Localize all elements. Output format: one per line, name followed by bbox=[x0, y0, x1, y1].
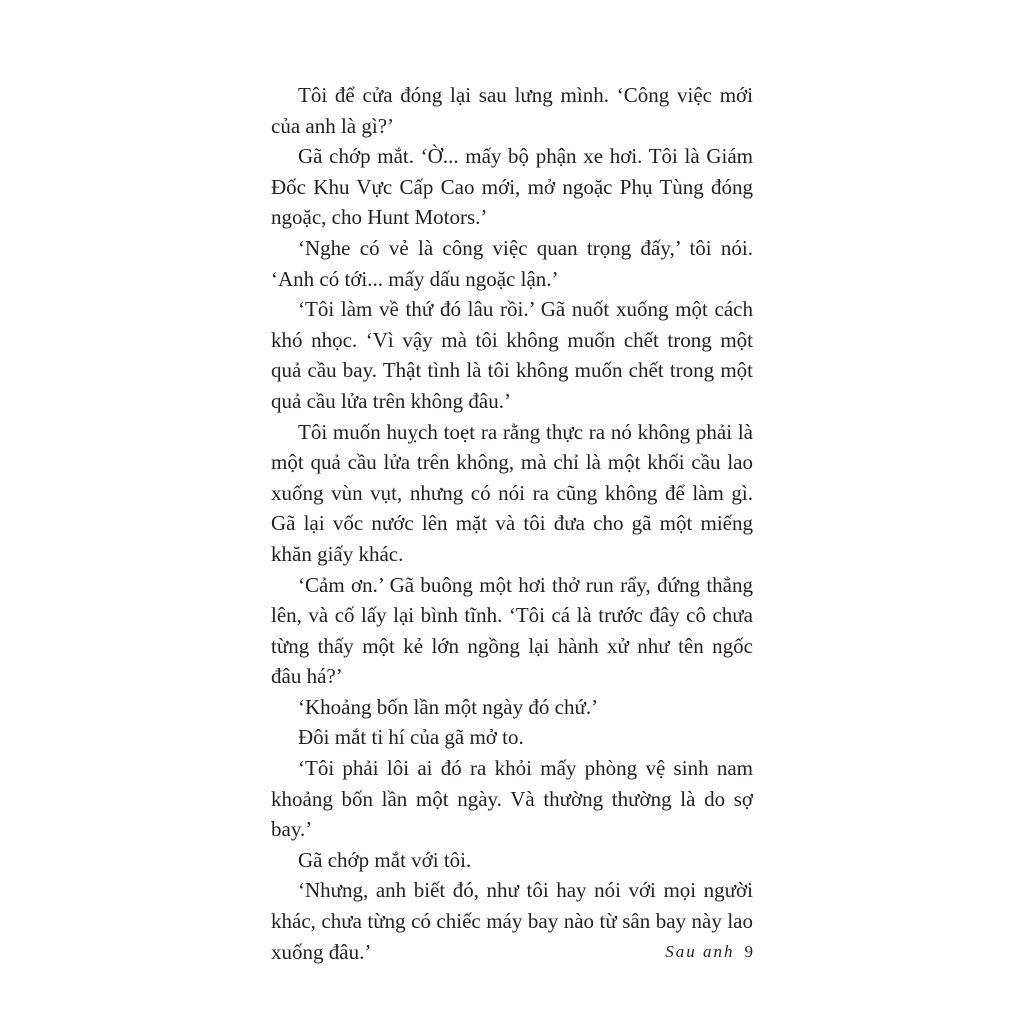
page-number: 9 bbox=[744, 942, 753, 961]
paragraph: ‘Tôi làm về thứ đó lâu rồi.’ Gã nuốt xuống một cách khó nhọc. ‘Vì vậy mà tôi không muốn chết trong một quả cầu bay. Thật tình là tôi không muốn chết trong một quả cầu lửa trên không đâu.’ bbox=[271, 297, 753, 413]
paragraph: ‘Cảm ơn.’ Gã buông một hơi thở run rẩy, đứng thẳng lên, và cố lấy lại bình tĩnh. ‘Tôi cá là trước đây cô chưa từng thấy một kẻ lớn ngồng lại hành xử như tên ngốc đâu há?’ bbox=[271, 572, 753, 689]
paragraph: ‘Tôi phải lôi ai đó ra khỏi mấy phòng vệ sinh nam khoảng bốn lần một ngày. Và thường thường là do sợ bay.’ bbox=[271, 756, 753, 842]
page-body bbox=[271, 80, 753, 967]
page-footer bbox=[600, 942, 753, 962]
paragraph: Tôi để cửa đóng lại sau lưng mình. ‘Công việc mới của anh là gì?’ bbox=[271, 83, 753, 138]
paragraph: ‘Nghe có vẻ là công việc quan trọng đấy,’ tôi nói. ‘Anh có tới... mấy dấu ngoặc lận.’ bbox=[271, 235, 753, 291]
running-title: Sau anh bbox=[665, 942, 735, 961]
paragraph: Gã chớp mắt. ‘Ờ... mấy bộ phận xe hơi. Tôi là Giám Đốc Khu Vực Cấp Cao mới, mở ngoặc Phụ Tùng đóng ngoặc, cho Hunt Motors.’ bbox=[271, 144, 753, 230]
paragraph: ‘Khoảng bốn lần một ngày đó chứ.’ bbox=[298, 694, 599, 719]
paragraph: Tôi muốn huỵch toẹt ra rằng thực ra nó không phải là một quả cầu lửa trên không, mà chỉ là một khối cầu lao xuống vùn vụt, nhưng có nói ra cũng không để làm gì. Gã lại vốc nước lên mặt và tôi đưa cho gã một miếng khăn giấy khác. bbox=[271, 419, 753, 566]
paragraph: Gã chớp mắt với tôi. bbox=[298, 847, 472, 872]
paragraph: ‘Nhưng, anh biết đó, như tôi hay nói với mọi người khác, chưa từng có chiếc máy bay nào từ sân bay này lao xuống đâu.’ bbox=[271, 878, 753, 964]
paragraph: Đôi mắt ti hí của gã mở to. bbox=[298, 725, 524, 750]
